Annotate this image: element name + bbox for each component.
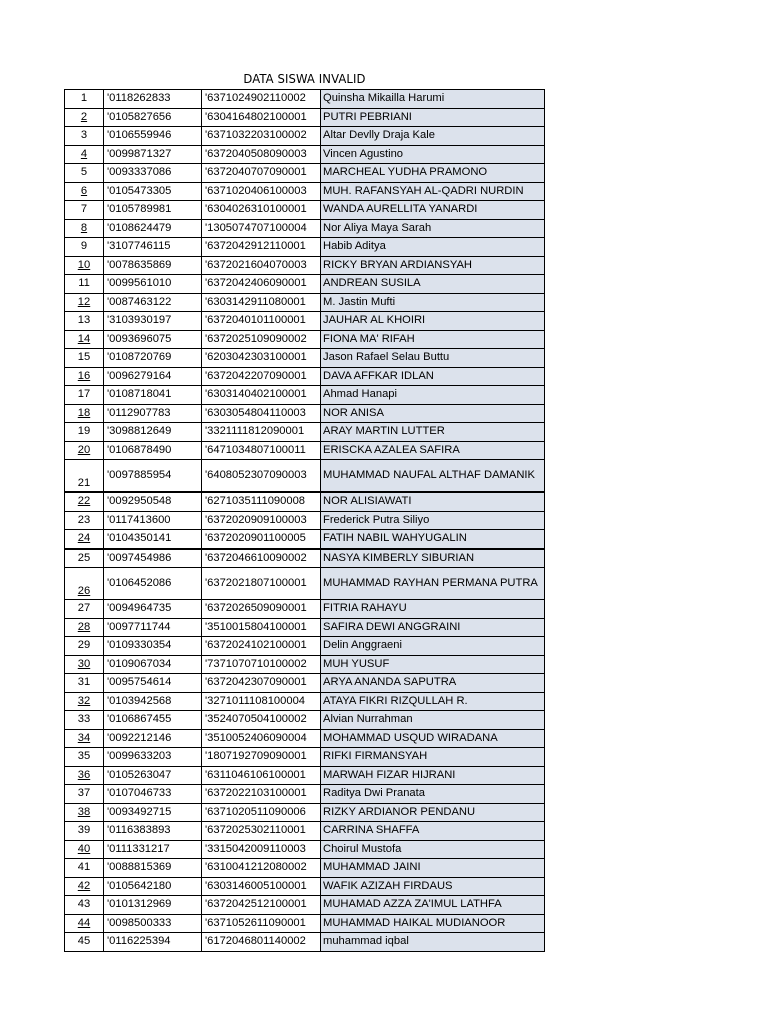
nisn-cell: '0117413600 <box>104 511 202 530</box>
student-name-cell: RIFKI FIRMANSYAH <box>321 748 545 767</box>
student-name-cell: MUHAMMAD NAUFAL ALTHAF DAMANIK <box>321 460 545 493</box>
nik-cell: '6303146005100001 <box>202 877 321 896</box>
nisn-cell: '0118262833 <box>104 90 202 109</box>
row-number-cell: 18 <box>65 404 104 423</box>
table-row <box>65 896 545 915</box>
nisn-cell: '0095754614 <box>104 674 202 693</box>
table-row <box>65 549 545 568</box>
nisn-cell: '3103930197 <box>104 312 202 331</box>
row-number-cell: 19 <box>65 423 104 442</box>
row-number-cell: 12 <box>65 293 104 312</box>
nik-cell: '6372022103100001 <box>202 785 321 804</box>
student-name-cell: FIONA MA' RIFAH <box>321 330 545 349</box>
nisn-cell: '3098812649 <box>104 423 202 442</box>
student-name-cell: Vincen Agustino <box>321 145 545 164</box>
student-name-cell: ANDREAN SUSILA <box>321 275 545 294</box>
nik-cell: '6304026310100001 <box>202 201 321 220</box>
table-row <box>65 404 545 423</box>
student-name-cell: FATIH NABIL WAHYUGALIN <box>321 530 545 549</box>
student-name-cell: Altar Devlly Draja Kale <box>321 127 545 146</box>
row-number-cell: 33 <box>65 711 104 730</box>
student-name-cell: PUTRI PEBRIANI <box>321 108 545 127</box>
nisn-cell: '0108624479 <box>104 219 202 238</box>
nisn-cell: '0105827656 <box>104 108 202 127</box>
nisn-cell: '0093337086 <box>104 164 202 183</box>
row-number-cell: 24 <box>65 530 104 549</box>
nisn-cell: '0104350141 <box>104 530 202 549</box>
row-number-cell: 3 <box>65 127 104 146</box>
student-name-cell: NOR ANISA <box>321 404 545 423</box>
nik-cell: '3321111812090001 <box>202 423 321 442</box>
table-row <box>65 386 545 405</box>
nisn-cell: '0112907783 <box>104 404 202 423</box>
nisn-cell: '0099871327 <box>104 145 202 164</box>
nisn-cell: '0108720769 <box>104 349 202 368</box>
row-number-cell: 25 <box>65 549 104 568</box>
nik-cell: '3524070504100002 <box>202 711 321 730</box>
table-row <box>65 655 545 674</box>
nik-cell: '6372042307090001 <box>202 674 321 693</box>
nik-cell: '6371052611090001 <box>202 914 321 933</box>
row-number-cell: 43 <box>65 896 104 915</box>
nisn-cell: '0116383893 <box>104 822 202 841</box>
nisn-cell: '0108718041 <box>104 386 202 405</box>
nik-cell: '3315042009110003 <box>202 840 321 859</box>
table-row <box>65 877 545 896</box>
table-row <box>65 748 545 767</box>
table-row <box>65 600 545 619</box>
row-number-cell: 26 <box>65 568 104 600</box>
table-row <box>65 182 545 201</box>
student-name-cell: Nor Aliya Maya Sarah <box>321 219 545 238</box>
row-number-cell: 17 <box>65 386 104 405</box>
row-number-cell: 29 <box>65 637 104 656</box>
table-row <box>65 859 545 878</box>
nisn-cell: '0087463122 <box>104 293 202 312</box>
row-number-cell: 28 <box>65 618 104 637</box>
row-number-cell: 45 <box>65 933 104 952</box>
student-name-cell: Quinsha Mikailla Harumi <box>321 90 545 109</box>
row-number-cell: 6 <box>65 182 104 201</box>
student-name-cell: Delin Anggraeni <box>321 637 545 656</box>
nik-cell: '6303140402100001 <box>202 386 321 405</box>
row-number-cell: 23 <box>65 511 104 530</box>
student-table-body <box>65 90 545 952</box>
table-row <box>65 275 545 294</box>
row-number-cell: 27 <box>65 600 104 619</box>
nisn-cell: '0093696075 <box>104 330 202 349</box>
row-number-cell: 32 <box>65 692 104 711</box>
nisn-cell: '0109067034 <box>104 655 202 674</box>
nik-cell: '6371024902110002 <box>202 90 321 109</box>
student-name-cell: DAVA AFFKAR IDLAN <box>321 367 545 386</box>
nisn-cell: '0105789981 <box>104 201 202 220</box>
student-name-cell: Raditya Dwi Pranata <box>321 785 545 804</box>
student-name-cell: MUHAMMAD JAINI <box>321 859 545 878</box>
nik-cell: '1807192709090001 <box>202 748 321 767</box>
table-row <box>65 330 545 349</box>
student-name-cell: Frederick Putra Siliyo <box>321 511 545 530</box>
nik-cell: '7371070710100002 <box>202 655 321 674</box>
table-row <box>65 803 545 822</box>
nik-cell: '1305074707100004 <box>202 219 321 238</box>
student-name-cell: ARAY MARTIN LUTTER <box>321 423 545 442</box>
student-name-cell: MUHAMMAD HAIKAL MUDIANOOR <box>321 914 545 933</box>
nisn-cell: '0106878490 <box>104 441 202 460</box>
nik-cell: '6372021604070003 <box>202 256 321 275</box>
nik-cell: '6203042303100001 <box>202 349 321 368</box>
table-row <box>65 367 545 386</box>
nik-cell: '6372020909100003 <box>202 511 321 530</box>
row-number-cell: 2 <box>65 108 104 127</box>
student-name-cell: SAFIRA DEWI ANGGRAINI <box>321 618 545 637</box>
nik-cell: '6372021807100001 <box>202 568 321 600</box>
nik-cell: '6372042912110001 <box>202 238 321 257</box>
row-number-cell: 37 <box>65 785 104 804</box>
table-row <box>65 256 545 275</box>
nisn-cell: '0105642180 <box>104 877 202 896</box>
row-number-cell: 13 <box>65 312 104 331</box>
student-name-cell: MUH YUSUF <box>321 655 545 674</box>
table-row <box>65 441 545 460</box>
nisn-cell: '0116225394 <box>104 933 202 952</box>
row-number-cell: 1 <box>65 90 104 109</box>
row-number-cell: 11 <box>65 275 104 294</box>
student-name-cell: WANDA AURELLITA YANARDI <box>321 201 545 220</box>
nik-cell: '6303054804110003 <box>202 404 321 423</box>
student-name-cell: ATAYA FIKRI RIZQULLAH R. <box>321 692 545 711</box>
row-number-cell: 8 <box>65 219 104 238</box>
nik-cell: '6310041212080002 <box>202 859 321 878</box>
nik-cell: '6371032203100002 <box>202 127 321 146</box>
nik-cell: '3510015804100001 <box>202 618 321 637</box>
row-number-cell: 15 <box>65 349 104 368</box>
row-number-cell: 34 <box>65 729 104 748</box>
student-name-cell: JAUHAR AL KHOIRI <box>321 312 545 331</box>
table-row <box>65 219 545 238</box>
nisn-cell: '0097885954 <box>104 460 202 493</box>
nik-cell: '3510052406090004 <box>202 729 321 748</box>
table-row <box>65 568 545 600</box>
row-number-cell: 38 <box>65 803 104 822</box>
student-name-cell: MUHAMAD AZZA ZA'IMUL LATHFA <box>321 896 545 915</box>
student-name-cell: MOHAMMAD USQUD WIRADANA <box>321 729 545 748</box>
nik-cell: '6304164802100001 <box>202 108 321 127</box>
table-row <box>65 674 545 693</box>
row-number-cell: 4 <box>65 145 104 164</box>
student-name-cell: Alvian Nurrahman <box>321 711 545 730</box>
nik-cell: '6172046801140002 <box>202 933 321 952</box>
nisn-cell: '0097454986 <box>104 549 202 568</box>
table-row <box>65 618 545 637</box>
document-title: DATA SISWA INVALID <box>243 71 366 86</box>
table-row <box>65 933 545 952</box>
student-name-cell: MARCHEAL YUDHA PRAMONO <box>321 164 545 183</box>
nisn-cell: '0106867455 <box>104 711 202 730</box>
nisn-cell: '0106559946 <box>104 127 202 146</box>
row-number-cell: 20 <box>65 441 104 460</box>
table-row <box>65 145 545 164</box>
student-name-cell: MUHAMMAD RAYHAN PERMANA PUTRA <box>321 568 545 600</box>
row-number-cell: 22 <box>65 492 104 511</box>
row-number-cell: 35 <box>65 748 104 767</box>
nisn-cell: '0078635869 <box>104 256 202 275</box>
row-number-cell: 30 <box>65 655 104 674</box>
nik-cell: '6372020901100005 <box>202 530 321 549</box>
nisn-cell: '0092950548 <box>104 492 202 511</box>
student-name-cell: RIZKY ARDIANOR PENDANU <box>321 803 545 822</box>
student-name-cell: NOR ALISIAWATI <box>321 492 545 511</box>
table-row <box>65 637 545 656</box>
nisn-cell: '0093492715 <box>104 803 202 822</box>
nisn-cell: '0096279164 <box>104 367 202 386</box>
student-name-cell: ARYA ANANDA SAPUTRA <box>321 674 545 693</box>
table-row <box>65 90 545 109</box>
student-table <box>64 89 545 952</box>
row-number-cell: 41 <box>65 859 104 878</box>
table-row <box>65 312 545 331</box>
table-row <box>65 293 545 312</box>
student-name-cell: MARWAH FIZAR HIJRANI <box>321 766 545 785</box>
table-row <box>65 492 545 511</box>
row-number-cell: 42 <box>65 877 104 896</box>
nisn-cell: '0094964735 <box>104 600 202 619</box>
nik-cell: '3271011108100004 <box>202 692 321 711</box>
table-row <box>65 201 545 220</box>
table-row <box>65 511 545 530</box>
nik-cell: '6372040508090003 <box>202 145 321 164</box>
table-row <box>65 822 545 841</box>
nik-cell: '6271035111090008 <box>202 492 321 511</box>
row-number-cell: 9 <box>65 238 104 257</box>
nisn-cell: '0092212146 <box>104 729 202 748</box>
nisn-cell: '3107746115 <box>104 238 202 257</box>
table-row <box>65 127 545 146</box>
row-number-cell: 5 <box>65 164 104 183</box>
nik-cell: '6372025302110001 <box>202 822 321 841</box>
table-row <box>65 238 545 257</box>
nisn-cell: '0105473305 <box>104 182 202 201</box>
row-number-cell: 36 <box>65 766 104 785</box>
nik-cell: '6371020511090006 <box>202 803 321 822</box>
row-number-cell: 7 <box>65 201 104 220</box>
student-name-cell: RICKY BRYAN ARDIANSYAH <box>321 256 545 275</box>
row-number-cell: 44 <box>65 914 104 933</box>
nik-cell: '6372042512100001 <box>202 896 321 915</box>
nisn-cell: '0111331217 <box>104 840 202 859</box>
table-row <box>65 460 545 493</box>
student-name-cell: CARRINA SHAFFA <box>321 822 545 841</box>
nik-cell: '6372040707090001 <box>202 164 321 183</box>
student-name-cell: FITRIA RAHAYU <box>321 600 545 619</box>
student-name-cell: MUH. RAFANSYAH AL-QADRI NURDIN <box>321 182 545 201</box>
nisn-cell: '0099633203 <box>104 748 202 767</box>
student-name-cell: NASYA KIMBERLY SIBURIAN <box>321 549 545 568</box>
nik-cell: '6372042207090001 <box>202 367 321 386</box>
nisn-cell: '0106452086 <box>104 568 202 600</box>
table-row <box>65 164 545 183</box>
row-number-cell: 10 <box>65 256 104 275</box>
student-name-cell: muhammad iqbal <box>321 933 545 952</box>
student-name-cell: ERISCKA AZALEA SAFIRA <box>321 441 545 460</box>
nik-cell: '6408052307090003 <box>202 460 321 493</box>
row-number-cell: 14 <box>65 330 104 349</box>
table-row <box>65 766 545 785</box>
table-row <box>65 423 545 442</box>
nisn-cell: '0098500333 <box>104 914 202 933</box>
nisn-cell: '0097711744 <box>104 618 202 637</box>
table-row <box>65 785 545 804</box>
table-row <box>65 840 545 859</box>
student-name-cell: Choirul Mustofa <box>321 840 545 859</box>
nik-cell: '6303142911080001 <box>202 293 321 312</box>
table-row <box>65 692 545 711</box>
nik-cell: '6372025109090002 <box>202 330 321 349</box>
student-name-cell: WAFIK AZIZAH FIRDAUS <box>321 877 545 896</box>
nisn-cell: '0101312969 <box>104 896 202 915</box>
row-number-cell: 21 <box>65 460 104 493</box>
table-row <box>65 349 545 368</box>
nik-cell: '6471034807100011 <box>202 441 321 460</box>
student-name-cell: Ahmad Hanapi <box>321 386 545 405</box>
table-row <box>65 729 545 748</box>
nik-cell: '6311046106100001 <box>202 766 321 785</box>
row-number-cell: 40 <box>65 840 104 859</box>
row-number-cell: 16 <box>65 367 104 386</box>
nisn-cell: '0105263047 <box>104 766 202 785</box>
nik-cell: '6372024102100001 <box>202 637 321 656</box>
nik-cell: '6372046610090002 <box>202 549 321 568</box>
table-row <box>65 914 545 933</box>
nik-cell: '6372026509090001 <box>202 600 321 619</box>
nik-cell: '6372040101100001 <box>202 312 321 331</box>
nisn-cell: '0109330354 <box>104 637 202 656</box>
nik-cell: '6371020406100003 <box>202 182 321 201</box>
student-name-cell: M. Jastin Mufti <box>321 293 545 312</box>
student-name-cell: Habib Aditya <box>321 238 545 257</box>
row-number-cell: 31 <box>65 674 104 693</box>
table-row <box>65 530 545 549</box>
nisn-cell: '0103942568 <box>104 692 202 711</box>
student-name-cell: Jason Rafael Selau Buttu <box>321 349 545 368</box>
nisn-cell: '0107046733 <box>104 785 202 804</box>
nisn-cell: '0088815369 <box>104 859 202 878</box>
row-number-cell: 39 <box>65 822 104 841</box>
nisn-cell: '0099561010 <box>104 275 202 294</box>
nik-cell: '6372042406090001 <box>202 275 321 294</box>
table-row <box>65 108 545 127</box>
table-row <box>65 711 545 730</box>
